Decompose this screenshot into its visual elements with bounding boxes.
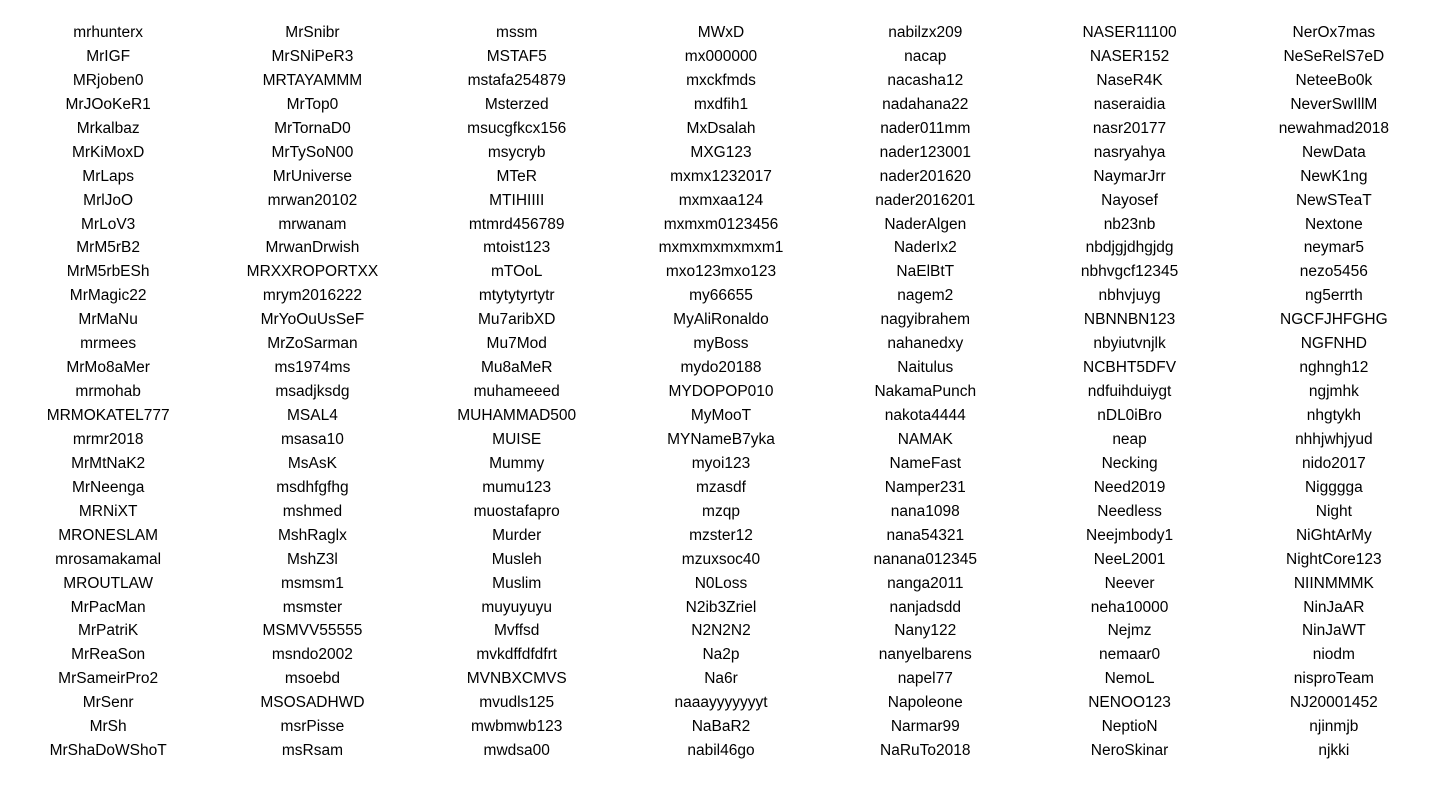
- username-column: [1027, 21, 1231, 763]
- username-cell: MrZoSarman: [267, 335, 358, 353]
- username-cell: NeteeBo0k: [1295, 71, 1373, 89]
- username-cell: nghngh12: [1299, 359, 1369, 377]
- username-cell: mrwanam: [278, 215, 347, 233]
- username-cell: nbhvgcf12345: [1080, 263, 1179, 281]
- username-cell: MshZ3l: [287, 550, 338, 568]
- username-cell: Night: [1315, 502, 1352, 520]
- username-cell: NaBaR2: [691, 718, 751, 736]
- username-cell: NJ20001452: [1289, 694, 1378, 712]
- username-cell: njinmjb: [1309, 718, 1359, 736]
- username-cell: neha10000: [1090, 598, 1169, 616]
- username-cell: MTeR: [496, 167, 537, 185]
- username-cell: MRjoben0: [72, 71, 144, 89]
- username-cell: Namper231: [884, 478, 966, 496]
- username-cell: mxmxm0123456: [663, 215, 779, 233]
- username-cell: msucgfkcx156: [467, 119, 567, 137]
- username-cell: mwbmwb123: [471, 718, 563, 736]
- username-column: [1232, 21, 1436, 763]
- username-cell: MshRaglx: [277, 526, 347, 544]
- username-cell: Mummy: [489, 454, 545, 472]
- username-cell: nader123001: [879, 143, 971, 161]
- username-cell: mshmed: [282, 502, 343, 520]
- username-column: [823, 21, 1027, 763]
- username-cell: mtoist123: [483, 239, 551, 257]
- username-cell: neap: [1112, 430, 1147, 448]
- username-cell: Musleh: [491, 550, 542, 568]
- username-cell: nemaar0: [1098, 646, 1161, 664]
- username-cell: mssm: [496, 24, 538, 41]
- username-cell: Mu7Mod: [486, 335, 547, 353]
- username-cell: MyAliRonaldo: [673, 311, 769, 329]
- username-cell: nanjadsdd: [889, 598, 962, 616]
- username-cell: NaRuTo2018: [880, 742, 971, 760]
- username-cell: MSOSADHWD: [260, 694, 365, 712]
- username-cell: N0Loss: [694, 574, 748, 592]
- username-cell: NENOO123: [1088, 694, 1171, 712]
- username-cell: MrSameirPro2: [58, 670, 159, 688]
- username-cell: mzasdf: [696, 478, 746, 496]
- username-cell: nader011mm: [880, 119, 971, 137]
- username-cell: naseraidia: [1093, 95, 1166, 113]
- username-cell: mstafa254879: [467, 71, 566, 89]
- username-cell: msycryb: [487, 143, 546, 161]
- username-cell: NCBHT5DFV: [1083, 359, 1177, 377]
- username-cell: nakota4444: [884, 407, 966, 424]
- username-cell: MrMaNu: [78, 311, 138, 329]
- username-cell: N2ib3Zriel: [685, 598, 757, 616]
- username-cell: MrSh: [89, 718, 127, 736]
- username-cell: Mvffsd: [494, 622, 540, 640]
- username-cell: myoi123: [691, 454, 751, 472]
- username-cell: MrShaDoWShoT: [49, 742, 167, 760]
- username-cell: MrKiMoxD: [71, 143, 145, 161]
- username-cell: mumu123: [482, 478, 552, 496]
- username-cell: nacap: [904, 47, 947, 65]
- username-cell: NewK1ng: [1300, 167, 1368, 185]
- username-cell: msasa10: [280, 430, 344, 448]
- username-cell: nDL0iBro: [1097, 407, 1162, 424]
- username-cell: nasr20177: [1092, 119, 1167, 137]
- username-cell: NewSTeaT: [1295, 191, 1372, 209]
- username-cell: MUISE: [492, 430, 542, 448]
- username-cell: MrM5rbESh: [66, 263, 150, 281]
- username-cell: nanana012345: [873, 550, 977, 568]
- username-cell: Naitulus: [897, 359, 954, 377]
- username-cell: MrLoV3: [81, 215, 136, 233]
- username-cell: msrPisse: [280, 718, 345, 736]
- username-cell: Neever: [1104, 574, 1155, 592]
- username-cell: mxmx1232017: [670, 167, 772, 185]
- username-cell: MrSenr: [82, 694, 134, 712]
- username-cell: nido2017: [1301, 454, 1366, 472]
- username-cell: N2N2N2: [691, 622, 751, 640]
- username-cell: mzqp: [702, 502, 740, 520]
- username-cell: nasryahya: [1093, 143, 1166, 161]
- username-cell: mzuxsoc40: [681, 550, 761, 568]
- username-cell: NGFNHD: [1300, 335, 1367, 353]
- username-cell: MRMOKATEL777: [46, 407, 170, 424]
- username-cell: MSTAF5: [486, 47, 547, 65]
- username-cell: Nextone: [1304, 215, 1363, 233]
- username-cell: njkki: [1318, 742, 1350, 760]
- username-cell: mxmxaa124: [678, 191, 764, 209]
- username-cell: mzster12: [689, 526, 753, 544]
- username-cell: msmster: [282, 598, 343, 616]
- username-cell: nana54321: [886, 526, 965, 544]
- username-cell: msndo2002: [271, 646, 353, 664]
- username-cell: NaderAlgen: [884, 215, 967, 233]
- username-cell: Needless: [1097, 502, 1162, 520]
- username-cell: Na2p: [702, 646, 740, 664]
- username-cell: Mrkalbaz: [76, 119, 140, 137]
- username-cell: MrUniverse: [272, 167, 353, 185]
- username-cell: ng5errth: [1304, 287, 1363, 305]
- username-cell: MrIGF: [86, 47, 131, 65]
- username-cell: Napoleone: [887, 694, 963, 712]
- username-column: [415, 21, 619, 763]
- username-cell: NaElBtT: [896, 263, 955, 281]
- username-cell: mxmxmxmxmxm1: [658, 239, 784, 257]
- username-cell: NASER152: [1089, 47, 1170, 65]
- username-cell: nhgtykh: [1306, 407, 1361, 424]
- username-cell: mxo123mxo123: [665, 263, 777, 281]
- username-column: [6, 21, 210, 763]
- username-cell: mrmees: [80, 335, 137, 353]
- username-cell: MrYoOuUsSeF: [260, 311, 365, 329]
- username-cell: MSMVV55555: [262, 622, 363, 640]
- username-cell: mTOoL: [491, 263, 543, 281]
- username-cell: msoebd: [284, 670, 340, 688]
- username-cell: mtytytyrtytr: [478, 287, 555, 305]
- username-cell: NeeL2001: [1093, 550, 1166, 568]
- username-cell: NeverSwIllM: [1290, 95, 1378, 113]
- username-cell: NinJaWT: [1301, 622, 1366, 640]
- username-cell: NaderIx2: [893, 239, 957, 257]
- username-cell: NIINMMMK: [1293, 574, 1374, 592]
- username-cell: MrM5rB2: [76, 239, 140, 257]
- username-cell: niodm: [1312, 646, 1355, 664]
- username-cell: nagem2: [897, 287, 954, 305]
- username-cell: MROUTLAW: [63, 574, 154, 592]
- username-cell: NeroSkinar: [1090, 742, 1169, 760]
- username-cell: MRXXROPORTXX: [246, 263, 379, 281]
- username-cell: MWxD: [697, 24, 745, 41]
- username-cell: nader2016201: [875, 191, 976, 209]
- username-cell: MrNeenga: [71, 478, 145, 496]
- username-cell: MTIHIIII: [489, 191, 545, 209]
- username-cell: mrym2016222: [262, 287, 362, 305]
- username-cell: Mu7aribXD: [477, 311, 556, 329]
- username-cell: mvkdffdfdfrt: [476, 646, 558, 664]
- username-cell: MRONESLAM: [58, 526, 159, 544]
- username-cell: nabilzx209: [888, 24, 963, 41]
- username-cell: MrMtNaK2: [71, 454, 146, 472]
- username-cell: MrTop0: [286, 95, 339, 113]
- username-cell: NaseR4K: [1096, 71, 1163, 89]
- username-cell: napel77: [897, 670, 953, 688]
- username-cell: mvudls125: [479, 694, 555, 712]
- username-cell: mrosamakamal: [55, 550, 162, 568]
- username-cell: MUHAMMAD500: [457, 407, 577, 424]
- username-cell: MrSNiPeR3: [271, 47, 354, 65]
- username-cell: mxckfmds: [686, 71, 756, 89]
- username-cell: muostafapro: [473, 502, 560, 520]
- username-cell: MVNBXCMVS: [466, 670, 567, 688]
- username-cell: Nany122: [894, 622, 957, 640]
- username-cell: MSAL4: [287, 407, 338, 424]
- username-cell: nisproTeam: [1293, 670, 1374, 688]
- username-cell: NeSeRelS7eD: [1283, 47, 1385, 65]
- username-cell: mrhunterx: [73, 24, 144, 41]
- username-cell: msRsam: [281, 742, 343, 760]
- username-cell: msmsm1: [280, 574, 344, 592]
- username-cell: MRTAYAMMM: [262, 71, 363, 89]
- username-cell: ms1974ms: [274, 359, 351, 377]
- username-cell: Narmar99: [890, 718, 960, 736]
- username-cell: nezo5456: [1299, 263, 1368, 281]
- username-cell: NameFast: [889, 454, 962, 472]
- username-cell: MrPatriK: [77, 622, 139, 640]
- username-cell: MYDOPOP010: [668, 383, 774, 401]
- username-cell: nhhjwhjyud: [1295, 430, 1373, 448]
- username-cell: NiGhtArMy: [1295, 526, 1372, 544]
- username-cell: NAMAK: [897, 430, 953, 448]
- username-cell: nbhvjuyg: [1098, 287, 1161, 305]
- username-cell: nanyelbarens: [878, 646, 972, 664]
- username-cell: MrSnibr: [285, 24, 340, 41]
- username-cell: mwdsa00: [483, 742, 550, 760]
- username-cell: msdhfgfhg: [276, 478, 349, 496]
- username-cell: MrPacMan: [70, 598, 146, 616]
- username-column: [210, 21, 414, 763]
- username-cell: MrMagic22: [69, 287, 147, 305]
- username-cell: nader201620: [879, 167, 971, 185]
- username-cell: newahmad2018: [1278, 119, 1389, 137]
- username-cell: NemoL: [1104, 670, 1155, 688]
- username-cell: myBoss: [693, 335, 749, 353]
- username-cell: nadahana22: [882, 95, 969, 113]
- username-cell: mydo20188: [680, 359, 762, 377]
- username-cell: NightCore123: [1286, 550, 1382, 568]
- username-cell: Mu8aMeR: [480, 359, 553, 377]
- username-cell: Na6r: [704, 670, 738, 688]
- username-cell: mtmrd456789: [468, 215, 565, 233]
- username-cell: MXG123: [690, 143, 752, 161]
- username-cell: NBNNBN123: [1083, 311, 1176, 329]
- username-cell: Need2019: [1093, 478, 1166, 496]
- username-cell: ndfuihduiygt: [1087, 383, 1172, 401]
- username-cell: nacasha12: [887, 71, 964, 89]
- username-cell: mrwan20102: [267, 191, 358, 209]
- username-cell: Murder: [492, 526, 542, 544]
- username-cell: NinJaAR: [1303, 598, 1365, 616]
- username-cell: MsAsK: [287, 454, 337, 472]
- username-cell: MrTySoN00: [271, 143, 354, 161]
- username-cell: MrReaSon: [71, 646, 146, 664]
- username-cell: MrJOoKeR1: [65, 95, 151, 113]
- username-cell: nbyiutvnjlk: [1093, 335, 1166, 353]
- username-cell: muhameeed: [473, 383, 560, 401]
- username-cell: MRNiXT: [78, 502, 138, 520]
- username-cell: MxDsalah: [686, 119, 756, 137]
- username-cell: NerOx7mas: [1292, 24, 1376, 41]
- username-cell: neymar5: [1303, 239, 1364, 257]
- username-cell: MyMooT: [690, 407, 752, 424]
- username-cell: naaayyyyyyyt: [674, 694, 768, 712]
- username-cell: NASER11100: [1082, 24, 1177, 41]
- username-cell: nagyibrahem: [880, 311, 971, 329]
- username-cell: ngjmhk: [1308, 383, 1359, 401]
- username-column: [619, 21, 823, 763]
- username-cell: my66655: [689, 287, 753, 305]
- username-cell: nabil46go: [687, 742, 755, 760]
- username-cell: Neejmbody1: [1086, 526, 1174, 544]
- username-cell: Nigggga: [1304, 478, 1363, 496]
- username-cell: nana1098: [890, 502, 960, 520]
- username-cell: nahanedxy: [887, 335, 964, 353]
- username-cell: NakamaPunch: [874, 383, 977, 401]
- username-cell: NaymarJrr: [1093, 167, 1166, 185]
- username-cell: nanga2011: [887, 574, 964, 592]
- username-cell: mxdfih1: [693, 95, 749, 113]
- username-cell: NeptioN: [1101, 718, 1158, 736]
- username-cell: nb23nb: [1103, 215, 1156, 233]
- username-cell: NGCFJHFGHG: [1280, 311, 1388, 329]
- username-cell: MrlJoO: [83, 191, 134, 209]
- username-cell: MrLaps: [82, 167, 134, 185]
- username-cell: Necking: [1101, 454, 1158, 472]
- username-cell: MrMo8aMer: [66, 359, 150, 377]
- username-cell: muyuyuyu: [481, 598, 553, 616]
- username-cell: mx000000: [684, 47, 758, 65]
- username-cell: MrTornaD0: [274, 119, 351, 137]
- username-cell: Muslim: [492, 574, 542, 592]
- username-cell: mrmr2018: [72, 430, 144, 448]
- username-cell: MYNameB7yka: [667, 430, 775, 448]
- username-cell: mrmohab: [75, 383, 141, 401]
- username-cell: nbdjgjdhgjdg: [1085, 239, 1174, 257]
- username-cell: Nayosef: [1101, 191, 1158, 209]
- username-cell: NewData: [1301, 143, 1366, 161]
- username-cell: msadjksdg: [275, 383, 350, 401]
- username-cell: Msterzed: [484, 95, 549, 113]
- username-grid: [6, 21, 1436, 763]
- username-cell: Nejmz: [1107, 622, 1152, 640]
- username-cell: MrwanDrwish: [265, 239, 360, 257]
